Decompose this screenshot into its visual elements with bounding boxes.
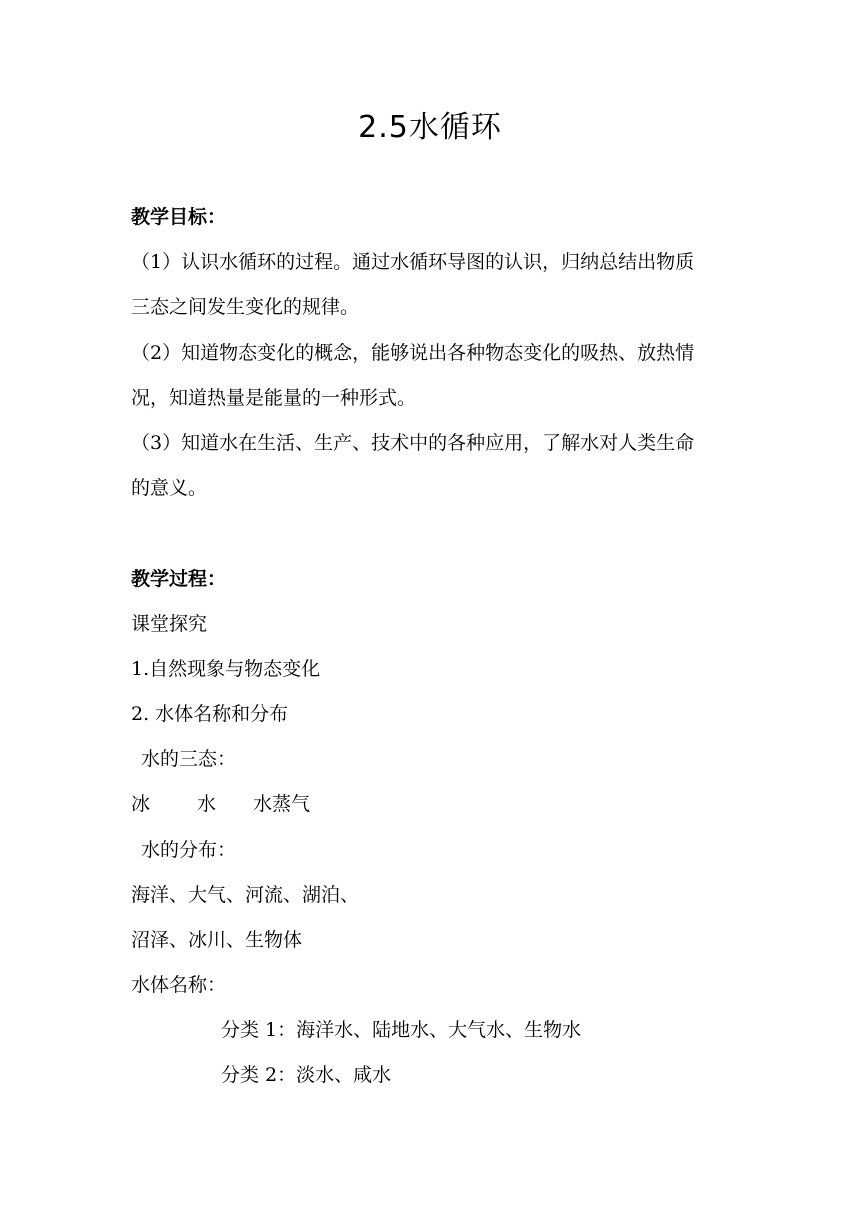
objective-1-line-1: （1）认识水循环的过程。通过水循环导图的认识，归纳总结出物质 [131, 251, 695, 273]
point-2: 2. 水体名称和分布 [131, 703, 289, 725]
distribution-line-2: 沼泽、冰川、生物体 [131, 929, 303, 951]
classification-1: 分类 1：海洋水、陆地水、大气水、生物水 [221, 1019, 582, 1041]
water-states-row [131, 791, 310, 817]
classification-2: 分类 2：淡水、咸水 [221, 1064, 392, 1086]
section-classroom-inquiry: 课堂探究 [131, 613, 208, 635]
process-heading: 教学过程： [131, 568, 227, 590]
objectives-heading: 教学目标： [131, 206, 227, 228]
distribution-line-1: 海洋、大气、河流、湖泊、 [131, 884, 360, 906]
objective-3-line-2: 的意义。 [131, 477, 208, 499]
objective-2-line-1: （2）知道物态变化的概念，能够说出各种物态变化的吸热、放热情 [131, 342, 695, 364]
objective-2-line-2: 况，知道热量是能量的一种形式。 [131, 387, 417, 409]
objective-1-line-2: 三态之间发生变化的规律。 [131, 296, 360, 318]
distribution-label: 水的分布： [141, 839, 237, 861]
objective-3-line-1: （3）知道水在生活、生产、技术中的各种应用，了解水对人类生命 [131, 432, 695, 454]
state-water: 水 [197, 793, 217, 815]
state-vapor: 水蒸气 [253, 793, 311, 815]
point-1: 1.自然现象与物态变化 [131, 658, 321, 680]
three-states-label: 水的三态： [141, 748, 237, 770]
water-body-names-label: 水体名称： [131, 974, 227, 996]
state-ice: 冰 [131, 793, 151, 815]
document-title: 2.5水循环 [358, 110, 502, 145]
